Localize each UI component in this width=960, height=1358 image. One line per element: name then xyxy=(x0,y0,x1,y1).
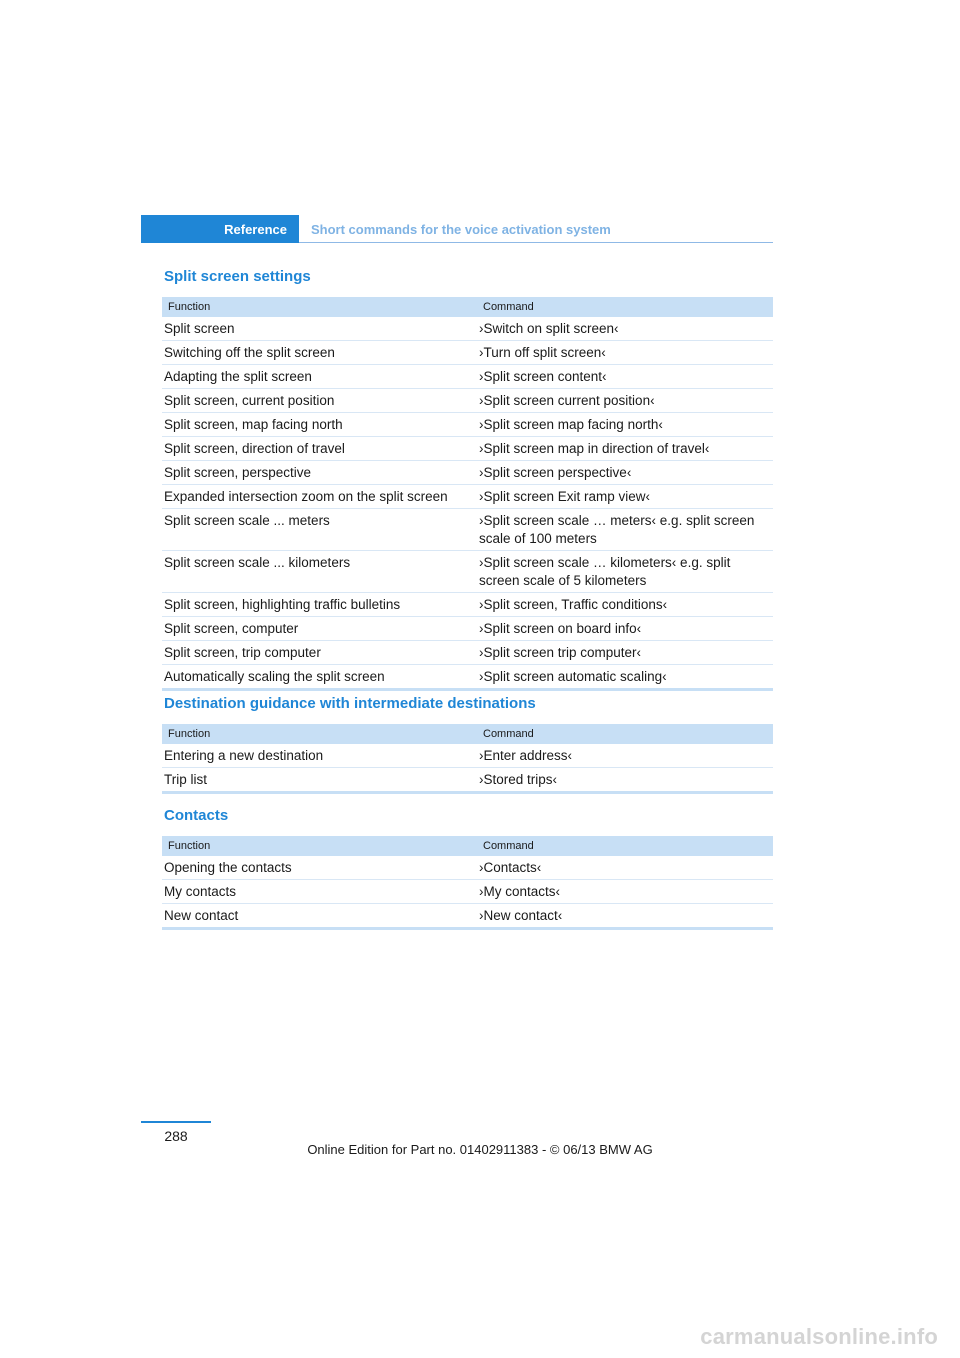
command-cell: ›Turn off split screen‹ xyxy=(479,345,606,360)
section-title-split-screen: Split screen settings xyxy=(164,268,311,285)
command-cell: ›Split screen, Traffic conditions‹ xyxy=(479,597,668,612)
table-row xyxy=(162,551,773,593)
page-number: 288 xyxy=(164,1128,188,1144)
table-row xyxy=(162,904,773,927)
table-row xyxy=(162,641,773,665)
table-row xyxy=(162,768,773,791)
function-cell: Adapting the split screen xyxy=(164,369,312,384)
function-cell: Split screen scale ... meters xyxy=(164,513,330,528)
table-row xyxy=(162,389,773,413)
function-cell: Split screen, highlighting traffic bulletins xyxy=(164,597,401,612)
command-cell: ›New contact‹ xyxy=(479,908,563,923)
function-cell: Expanded intersection zoom on the split screen xyxy=(164,489,448,504)
function-cell: Split screen, perspective xyxy=(164,465,312,480)
table-row xyxy=(162,341,773,365)
table-row xyxy=(162,317,773,341)
watermark: carmanualsonline.info xyxy=(700,1324,938,1349)
page-number-rule xyxy=(141,1121,211,1123)
column-header-command: Command xyxy=(483,840,534,852)
command-cell: ›Split screen Exit ramp view‹ xyxy=(479,489,651,504)
section-tab: Reference xyxy=(141,215,299,243)
command-cell: ›Split screen automatic scaling‹ xyxy=(479,669,667,684)
function-cell: Split screen, current position xyxy=(164,393,335,408)
command-cell: ›Split screen map in direction of travel‹ xyxy=(479,441,710,456)
table-row xyxy=(162,485,773,509)
function-cell: Split screen, direction of travel xyxy=(164,441,345,456)
command-cell: ›Split screen scale … meters‹ e.g. split screen scale of 100 meters xyxy=(479,513,755,546)
function-cell: Split screen xyxy=(164,321,235,336)
page-header xyxy=(141,215,773,243)
table-header xyxy=(162,724,773,744)
command-cell: ›My contacts‹ xyxy=(479,884,561,899)
function-cell: Split screen, trip computer xyxy=(164,645,321,660)
table-row xyxy=(162,461,773,485)
function-cell: Split screen, computer xyxy=(164,621,299,636)
split-screen-table xyxy=(162,297,773,691)
function-cell: Automatically scaling the split screen xyxy=(164,669,385,684)
footer-edition-note: Online Edition for Part no. 01402911383 - © 06/13 BMW AG xyxy=(307,1142,653,1157)
table-header xyxy=(162,297,773,317)
function-cell: Opening the contacts xyxy=(164,860,292,875)
function-cell: Trip list xyxy=(164,772,207,787)
command-cell: ›Split screen current position‹ xyxy=(479,393,655,408)
function-cell: Split screen scale ... kilometers xyxy=(164,555,351,570)
command-cell: ›Contacts‹ xyxy=(479,860,542,875)
command-cell: ›Stored trips‹ xyxy=(479,772,558,787)
contacts-table xyxy=(162,836,773,930)
table-row xyxy=(162,593,773,617)
column-header-function: Function xyxy=(168,840,211,852)
section-title-destination-guidance: Destination guidance with intermediate destinations xyxy=(164,695,536,712)
section-title-contacts: Contacts xyxy=(164,807,229,824)
function-cell: Switching off the split screen xyxy=(164,345,335,360)
column-header-command: Command xyxy=(483,301,534,313)
table-row xyxy=(162,665,773,688)
table-header xyxy=(162,836,773,856)
destination-guidance-table xyxy=(162,724,773,794)
table-row xyxy=(162,617,773,641)
command-cell: ›Enter address‹ xyxy=(479,748,573,763)
column-header-command: Command xyxy=(483,728,534,740)
command-cell: ›Split screen perspective‹ xyxy=(479,465,632,480)
table-row xyxy=(162,509,773,551)
table-row xyxy=(162,856,773,880)
function-cell: Split screen, map facing north xyxy=(164,417,343,432)
table-row xyxy=(162,744,773,768)
command-cell: ›Switch on split screen‹ xyxy=(479,321,619,336)
command-cell: ›Split screen on board info‹ xyxy=(479,621,642,636)
command-cell: ›Split screen scale … kilometers‹ e.g. split screen scale of 5 kilometers xyxy=(479,555,731,588)
table-row xyxy=(162,437,773,461)
table-row xyxy=(162,365,773,389)
command-cell: ›Split screen trip computer‹ xyxy=(479,645,642,660)
function-cell: Entering a new destination xyxy=(164,748,324,763)
chapter-subtitle: Short commands for the voice activation system xyxy=(311,222,611,237)
table-row xyxy=(162,880,773,904)
function-cell: New contact xyxy=(164,908,239,923)
column-header-function: Function xyxy=(168,728,211,740)
command-cell: ›Split screen content‹ xyxy=(479,369,607,384)
function-cell: My contacts xyxy=(164,884,237,899)
table-row xyxy=(162,413,773,437)
command-cell: ›Split screen map facing north‹ xyxy=(479,417,663,432)
column-header-function: Function xyxy=(168,301,211,313)
